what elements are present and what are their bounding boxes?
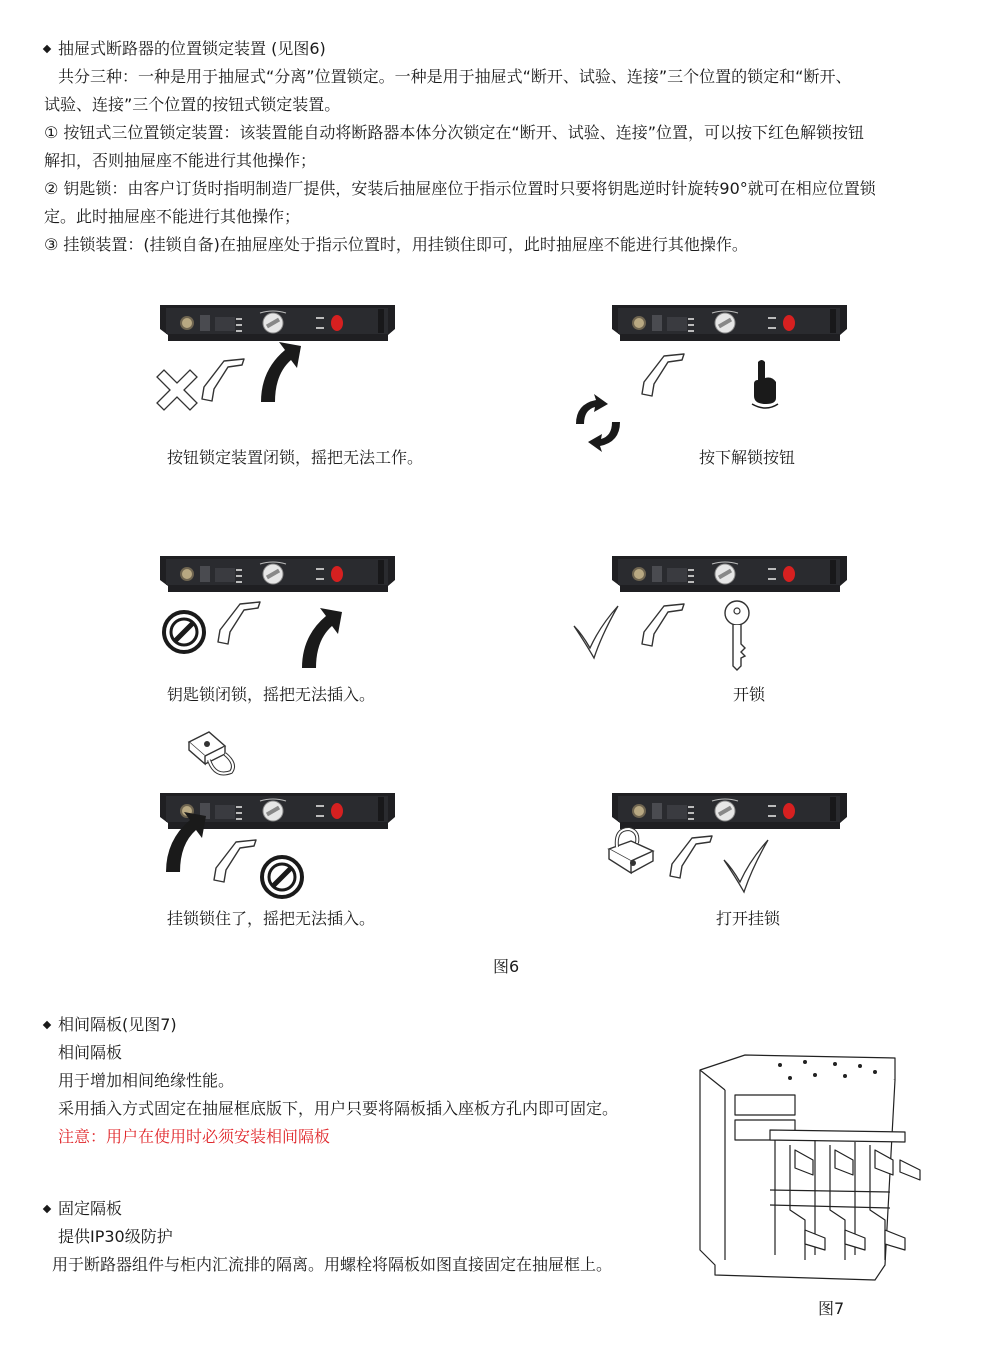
x-mark-icon bbox=[152, 365, 202, 415]
checkmark-icon bbox=[722, 838, 770, 894]
crank-handle-icon bbox=[668, 832, 718, 882]
checkmark-icon bbox=[572, 604, 620, 660]
open-padlock-icon bbox=[603, 825, 659, 879]
section1-line: ① 按钮式三位置锁定装置：该装置能自动将断路器本体分次锁定在“断开、试验、连接”位置，可以按下红色解锁按钮 bbox=[44, 123, 865, 142]
crank-handle-icon bbox=[200, 355, 250, 405]
figure6-caption: 开锁 bbox=[733, 685, 766, 704]
figure7-label: 图7 bbox=[818, 1299, 845, 1318]
breaker-panel bbox=[160, 556, 395, 592]
breaker-panel bbox=[160, 305, 395, 341]
section1-line: ③ 挂锁装置：(挂锁自备)在抽屉座处于指示位置时，用挂锁住即可，此时抽屉座不能进行其他操作。 bbox=[44, 235, 748, 254]
section1-line: ② 钥匙锁：由客户订货时指明制造厂提供，安装后抽屉座位于指示位置时只要将钥匙逆时针旋转90°就可在相应位置锁 bbox=[44, 179, 876, 198]
section3-line: 提供IP30级防护 bbox=[58, 1227, 173, 1246]
section1-line: 解扣，否则抽屉座不能进行其他操作； bbox=[44, 151, 317, 170]
bullet-icon bbox=[43, 45, 51, 53]
section3-title: 固定隔板 bbox=[58, 1199, 123, 1218]
section2-title: 相间隔板(见图7) bbox=[58, 1015, 177, 1034]
hand-press-icon bbox=[748, 358, 782, 410]
section1-title: 抽屉式断路器的位置锁定装置 (见图6) bbox=[58, 39, 326, 58]
crank-handle-icon bbox=[216, 598, 266, 648]
crank-handle-icon bbox=[212, 836, 262, 886]
prohibited-icon bbox=[162, 610, 206, 654]
bullet-icon bbox=[43, 1205, 51, 1213]
figure6-caption: 挂锁锁住了，摇把无法插入。 bbox=[167, 909, 376, 928]
crank-handle-icon bbox=[640, 600, 690, 650]
prohibited-icon bbox=[260, 855, 304, 899]
section1-line: 定。此时抽屉座不能进行其他操作； bbox=[44, 207, 301, 226]
arrow-icon bbox=[255, 342, 305, 404]
arrow-icon bbox=[160, 812, 210, 874]
key-icon bbox=[720, 598, 754, 672]
phase-barrier-drawing bbox=[695, 1050, 925, 1290]
rotate-arrows-icon bbox=[568, 392, 628, 454]
section2-line: 采用插入方式固定在抽屉框底版下，用户只要将隔板插入座板方孔内即可固定。 bbox=[58, 1099, 619, 1118]
section2-line: 相间隔板 bbox=[58, 1043, 123, 1062]
section2-line: 用于增加相间绝缘性能。 bbox=[58, 1071, 235, 1090]
arrow-icon bbox=[296, 608, 346, 670]
breaker-panel bbox=[612, 793, 847, 829]
figure6-caption: 按钮锁定装置闭锁，摇把无法工作。 bbox=[167, 448, 424, 467]
section3-line: 用于断路器组件与柜内汇流排的隔离。用螺栓将隔板如图直接固定在抽屉框上。 bbox=[52, 1255, 613, 1274]
bullet-icon bbox=[43, 1021, 51, 1029]
breaker-panel bbox=[612, 305, 847, 341]
figure6-caption: 打开挂锁 bbox=[716, 909, 781, 928]
padlock-icon bbox=[185, 728, 239, 780]
figure6-label: 图6 bbox=[493, 957, 520, 976]
breaker-panel bbox=[612, 556, 847, 592]
figure6-caption: 钥匙锁闭锁，摇把无法插入。 bbox=[167, 685, 376, 704]
figure6-caption: 按下解锁按钮 bbox=[699, 448, 796, 467]
crank-handle-icon bbox=[640, 350, 690, 400]
section2-note: 注意：用户在使用时必须安装相间隔板 bbox=[58, 1127, 331, 1146]
section1-line: 共分三种：一种是用于抽屉式“分离”位置锁定。一种是用于抽屉式“断开、试验、连接”三个位置的锁定和“断开、 bbox=[58, 67, 852, 86]
section1-line: 试验、连接”三个位置的按钮式锁定装置。 bbox=[44, 95, 341, 114]
